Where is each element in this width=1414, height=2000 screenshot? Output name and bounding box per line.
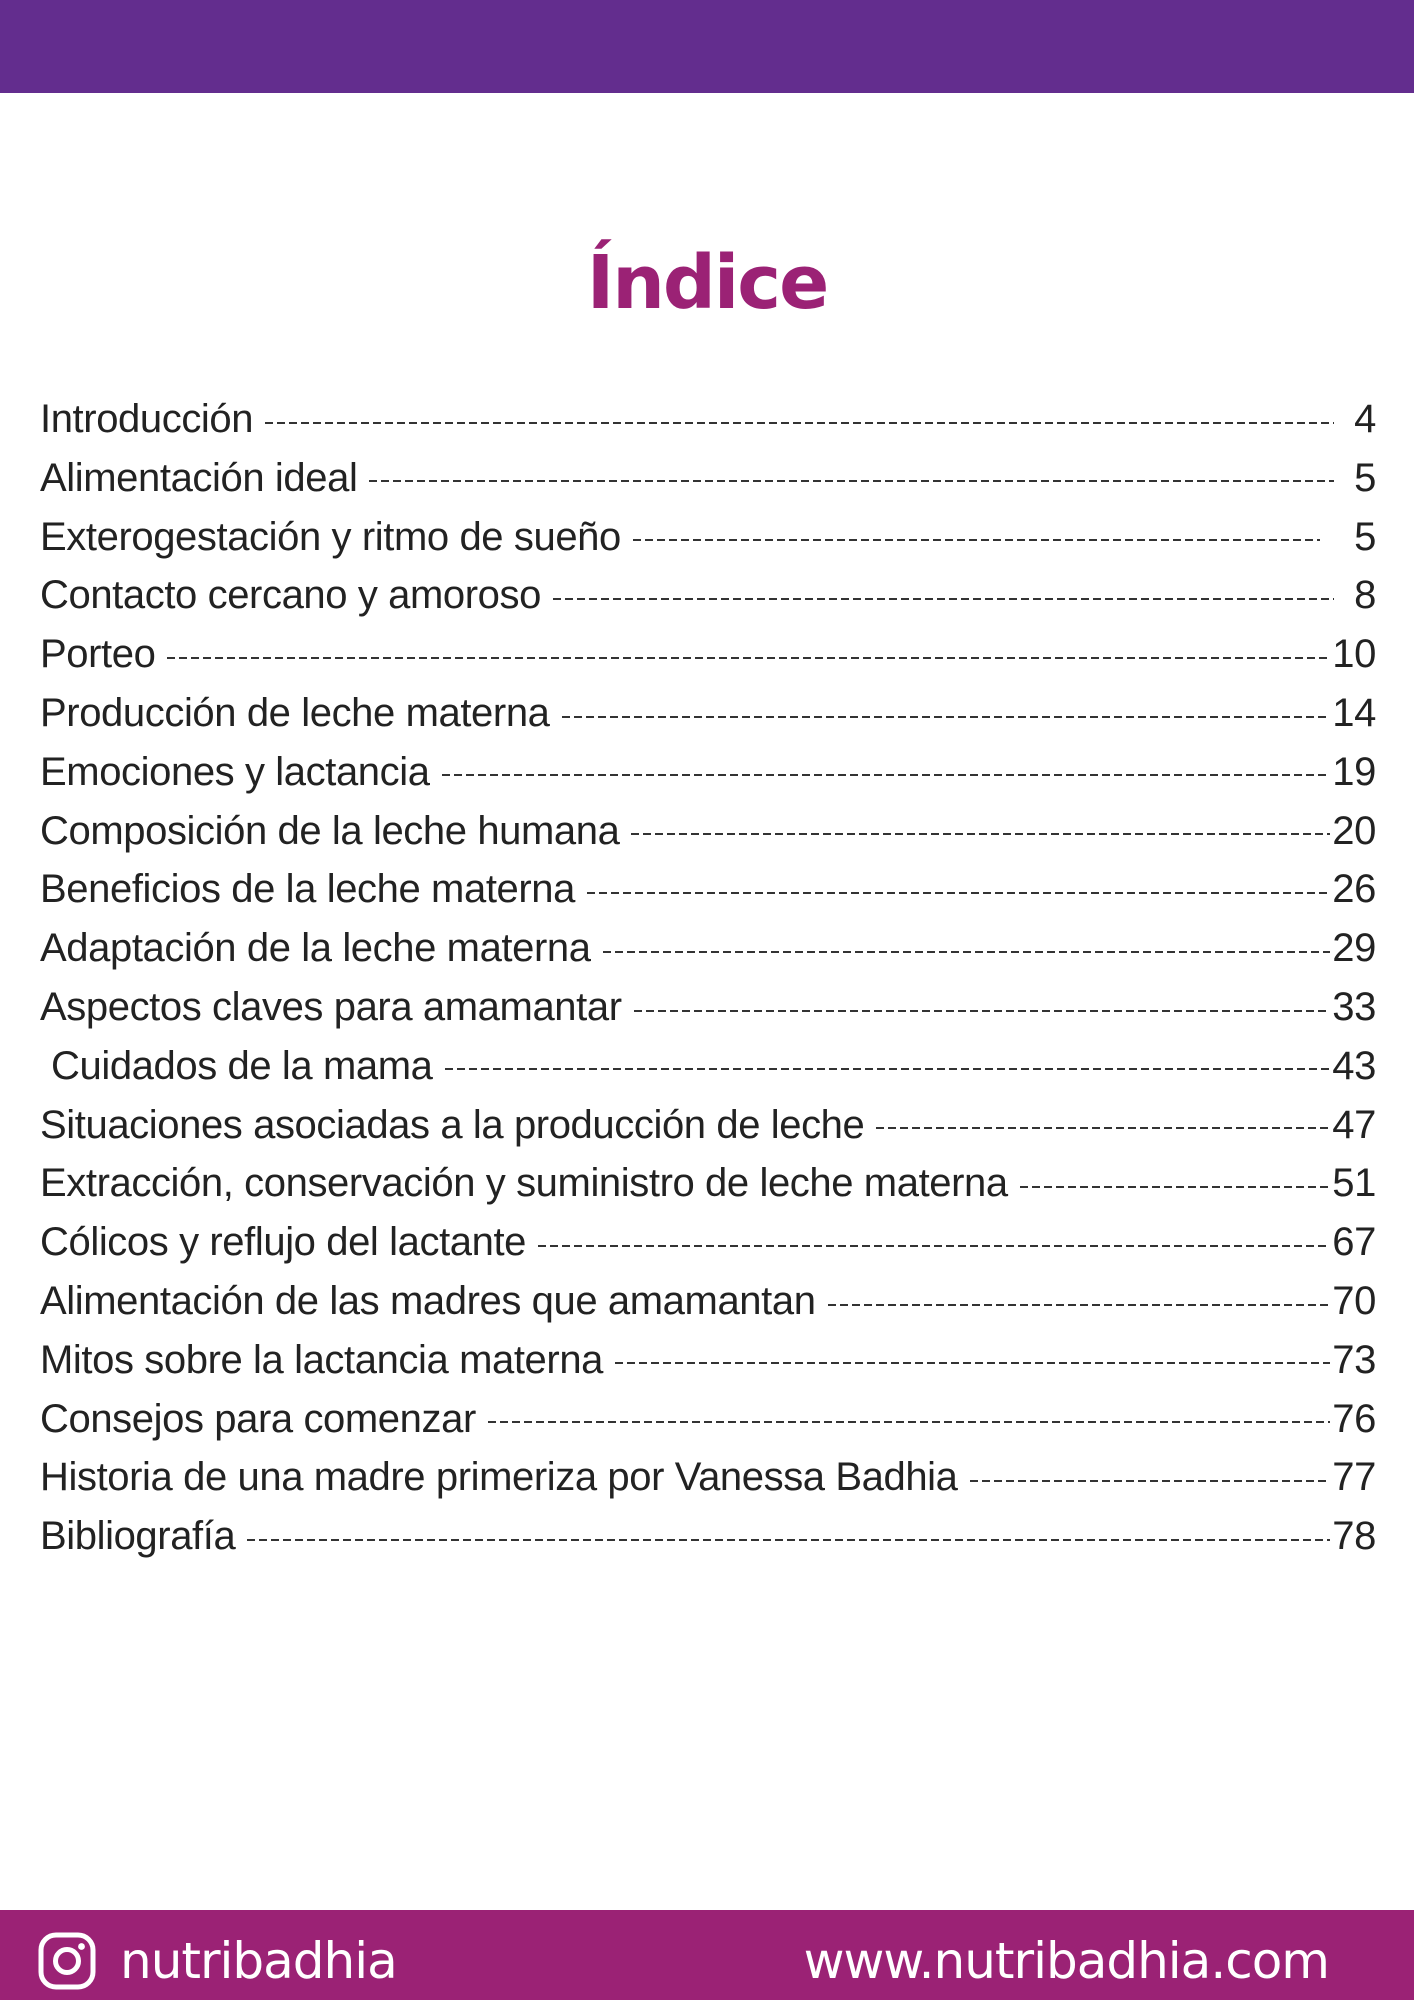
toc-entry-label: Emociones y lactancia [40,749,430,794]
toc-entry-label: Exterogestación y ritmo de sueño [40,514,621,559]
toc-entry-label: Cólicos y reflujo del lactante [40,1220,527,1265]
toc-entry-produccion-leche[interactable] [40,684,1376,743]
toc-entry-situaciones[interactable] [40,1096,1376,1155]
toc-entry-page: 14 [1332,690,1376,735]
dot-leader [442,773,1331,777]
dot-leader [633,538,1320,542]
top-banner [0,0,1414,93]
instagram-icon [38,1932,96,1990]
toc-entry-label: Porteo [40,632,156,677]
dot-leader [247,1538,1330,1542]
toc-entry-page: 4 [1354,397,1376,441]
toc-entry-label: Beneficios de la leche materna [40,867,575,912]
toc-entry-colicos[interactable] [40,1213,1376,1272]
toc-entry-page: 33 [1332,984,1376,1029]
instagram-handle: nutribadhia [120,1932,397,1990]
toc-entry-page: 67 [1332,1220,1376,1265]
toc-entry-page: 8 [1354,573,1376,618]
toc-entry-bibliografia[interactable] [40,1507,1376,1566]
toc-entry-label: Alimentación de las madres que amamantan [40,1278,816,1323]
toc-entry-page: 43 [1332,1043,1376,1088]
toc-entry-beneficios[interactable] [40,860,1376,919]
toc-entry-porteo[interactable] [40,625,1376,684]
toc-entry-label: Consejos para comenzar [40,1396,476,1441]
dot-leader [445,1067,1331,1071]
dot-leader [265,420,1334,424]
toc-entry-page: 5 [1354,514,1376,559]
dot-leader [634,1008,1331,1012]
dot-leader [970,1479,1331,1483]
toc-entry-introduccion[interactable] [40,390,1376,449]
toc-entry-page: 5 [1354,455,1376,500]
toc-entry-mitos[interactable] [40,1331,1376,1390]
toc-entry-label: Bibliografía [40,1514,236,1559]
table-of-contents [40,390,1376,1566]
dot-leader [553,597,1334,601]
toc-entry-aspectos-claves[interactable] [40,978,1376,1037]
toc-entry-label: Situaciones asociadas a la producción de leche [40,1102,865,1147]
toc-entry-page: 20 [1332,808,1376,853]
footer-banner [0,1910,1414,2000]
dot-leader [828,1302,1331,1306]
toc-entry-adaptacion[interactable] [40,919,1376,978]
dot-leader [631,832,1330,836]
dot-leader [538,1244,1330,1248]
toc-entry-page: 19 [1332,749,1376,794]
dot-leader [167,656,1330,660]
toc-entry-page: 26 [1332,867,1376,912]
toc-entry-label: Extracción, conservación y suministro de leche materna [40,1161,1008,1206]
toc-entry-extraccion[interactable] [40,1154,1376,1213]
toc-entry-page: 47 [1332,1102,1376,1147]
toc-entry-alimentacion-ideal[interactable] [40,449,1376,508]
page-title: Índice [586,239,828,326]
toc-entry-contacto-cercano[interactable] [40,566,1376,625]
dot-leader [615,1361,1330,1365]
dot-leader [562,714,1331,718]
toc-entry-composicion[interactable] [40,802,1376,861]
toc-entry-label: Contacto cercano y amoroso [40,573,541,618]
toc-entry-historia[interactable] [40,1448,1376,1507]
toc-entry-consejos[interactable] [40,1390,1376,1449]
toc-entry-page: 51 [1332,1161,1376,1206]
toc-entry-label: Composición de la leche humana [40,808,620,853]
toc-entry-label: Cuidados de la mama [51,1043,433,1088]
toc-entry-page: 70 [1332,1278,1376,1323]
toc-entry-label: Producción de leche materna [40,690,550,735]
toc-entry-label: Aspectos claves para amamantar [40,984,622,1029]
toc-entry-label: Mitos sobre la lactancia materna [40,1337,604,1382]
toc-entry-page: 73 [1332,1337,1376,1382]
toc-entry-page: 76 [1332,1396,1376,1441]
toc-entry-exterogestacion[interactable] [40,508,1376,567]
dot-leader [587,891,1330,895]
dot-leader [876,1126,1330,1130]
toc-entry-page: 77 [1332,1455,1376,1500]
toc-entry-label: Historia de una madre primeriza por Vanessa Badhia [40,1455,958,1500]
toc-entry-label: Alimentación ideal [40,455,358,500]
toc-entry-alimentacion-madres[interactable] [40,1272,1376,1331]
toc-entry-page: 10 [1332,632,1376,677]
toc-entry-page: 78 [1332,1514,1376,1559]
website-link[interactable]: www.nutribadhia.com [803,1932,1329,1990]
toc-entry-label: Introducción [40,397,254,441]
toc-entry-cuidados-mama[interactable] [40,1037,1376,1096]
dot-leader [369,479,1334,483]
toc-entry-page: 29 [1332,926,1376,971]
dot-leader [603,950,1331,954]
dot-leader [488,1420,1330,1424]
toc-entry-emociones[interactable] [40,743,1376,802]
dot-leader [1020,1185,1331,1189]
toc-entry-label: Adaptación de la leche materna [40,926,591,971]
instagram-link[interactable] [38,1931,397,1991]
